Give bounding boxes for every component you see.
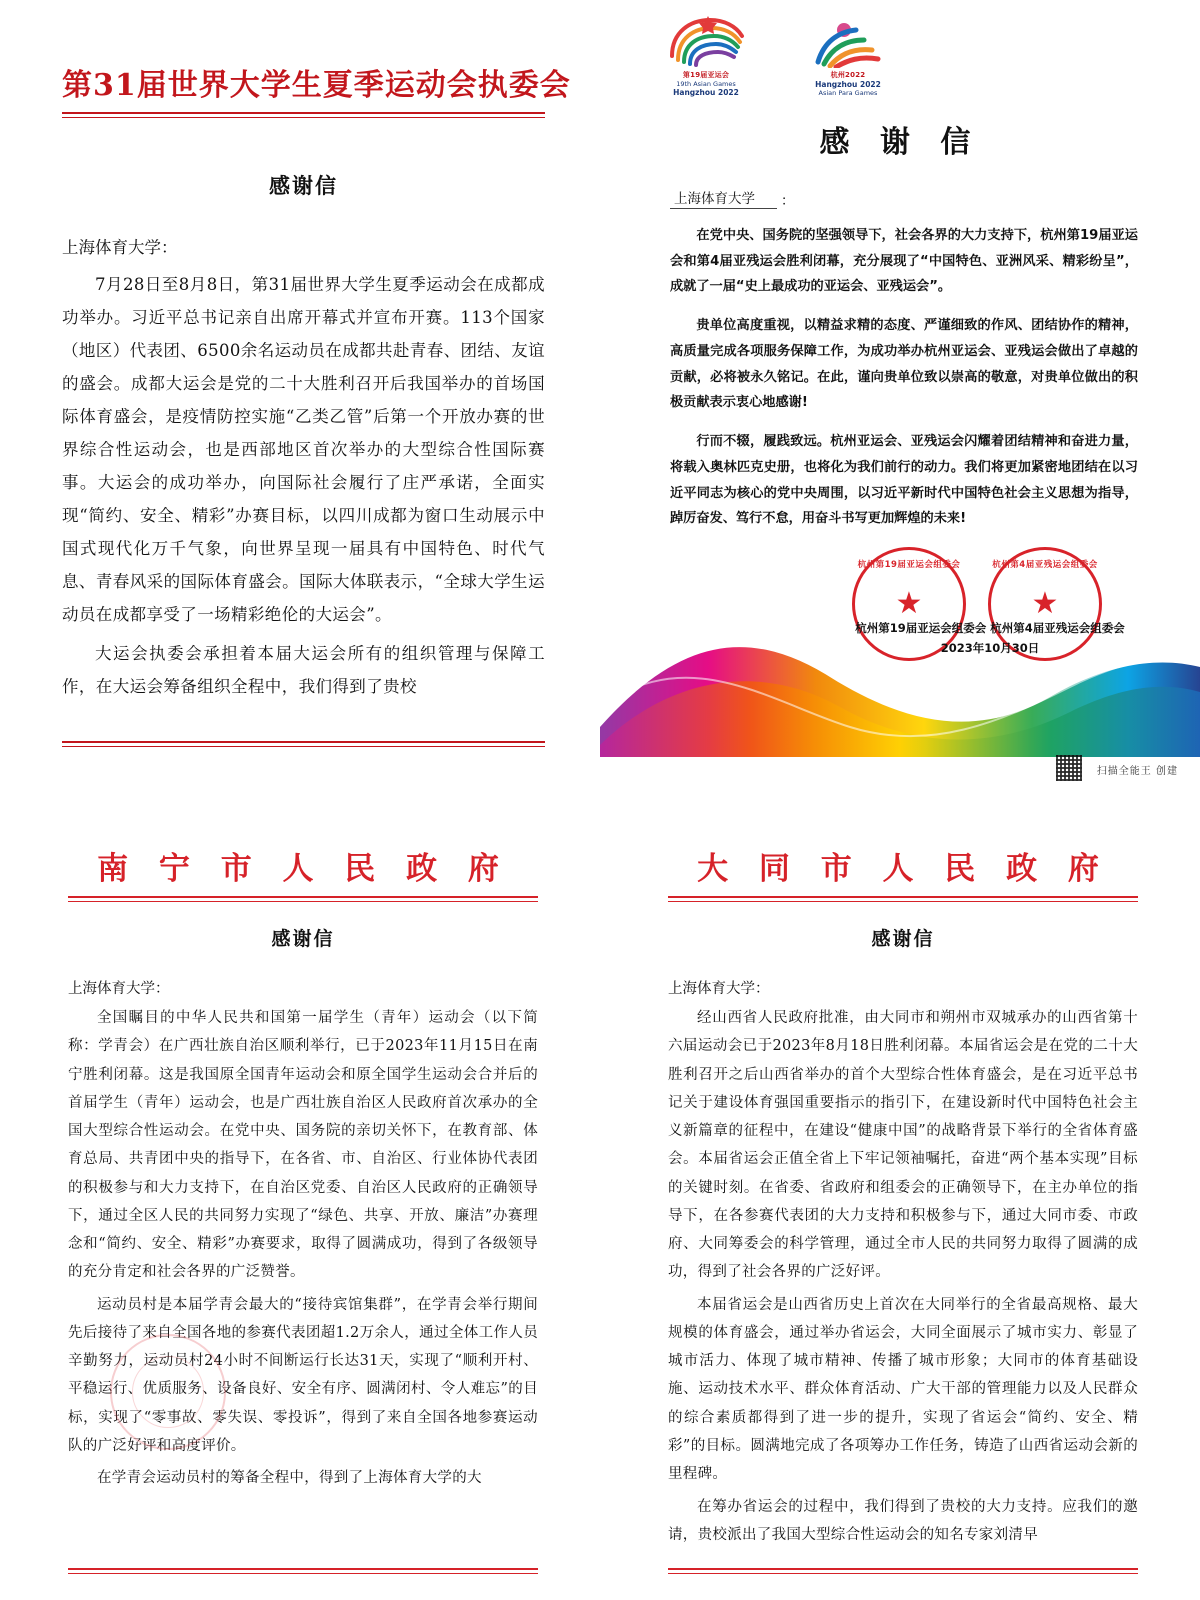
para-games-caption-cn: 杭州2022 bbox=[830, 71, 866, 79]
letterhead-divider bbox=[68, 896, 538, 902]
letter-hangzhou-asian-games bbox=[600, 0, 1200, 795]
body-paragraph: 行而不辍，履践致远。杭州亚运会、亚残运会闪耀着团结精神和奋进力量，将载入奥林匹克史册，也将化为我们前行的动力。我们将更加紧密地团结在以习近平同志为核心的党中央周围，以习近平新时代中国特色社会主义思想为指导，踔厉奋发、笃行不怠，用奋斗书写更加辉煌的未来! bbox=[670, 434, 1138, 527]
letterhead-title: 南 宁 市 人 民 政 府 bbox=[97, 851, 509, 887]
body-paragraph: 运动员村是本届学青会最大的“接待宾馆集群”，在学青会举行期间先后接待了来自全国各地的参赛代表团超1.2万余人，通过全体工作人员辛勤努力，运动员村24小时不间断运行长达31天，实现了“顺利开村、平稳运行、优质服务、设备良好、安全有序、圆满闭村、令人难忘”的目标，实现了“零事故、零失误、零投诉”，得到了来自全国各地参赛运动队的广泛好评和高度评价。 bbox=[68, 1296, 538, 1454]
letterhead-title: 大 同 市 人 民 政 府 bbox=[697, 851, 1109, 887]
star-icon: ★ bbox=[1031, 586, 1059, 622]
document-title: 感谢信 bbox=[271, 928, 335, 950]
letter-nanning-government bbox=[0, 795, 600, 1600]
signature-organizations: 杭州第19届亚运会组委会 杭州第4届亚残运会组委会 bbox=[855, 621, 1125, 636]
addressee-colon: ： bbox=[781, 193, 795, 209]
addressee-row bbox=[670, 187, 1138, 209]
letterhead-divider bbox=[62, 112, 545, 118]
body-paragraph: 大运会执委会承担着本届大运会所有的组织管理与保障工作，在大运会筹备组织全程中，我们得到了贵校 bbox=[62, 644, 545, 696]
body-paragraph: 本届省运会是山西省历史上首次在大同举行的全省最高规格、最大规模的体育盛会，通过举办省运会，大同全面展示了城市实力、彰显了城市活力、体现了城市精神、传播了城市形象；大同市的体育基础设施、运动技术水平、群众体育活动、广大干部的管理能力以及人民群众的综合素质都得到了进一步的提升，实现了省运会“简约、安全、精彩”的目标。圆满地完成了各项筹办工作任务，铸造了山西省运动会新的里程碑。 bbox=[668, 1296, 1138, 1483]
asian-games-caption-cn: 第19届亚运会 bbox=[682, 71, 730, 79]
qr-code-icon bbox=[1056, 755, 1082, 781]
asian-games-caption-city: Hangzhou 2022 bbox=[673, 88, 739, 97]
signature-date: 2023年10月30日 bbox=[940, 640, 1040, 655]
star-icon: ★ bbox=[895, 586, 923, 622]
letter-body bbox=[600, 187, 1200, 665]
hangzhou-asian-games-emblem-icon bbox=[648, 14, 764, 68]
seal-text-top: 杭州第4届亚残运会组委会 bbox=[992, 560, 1098, 571]
decorative-ribbon-graphic bbox=[600, 607, 1200, 757]
scan-app-label: 扫描全能王 创建 bbox=[1096, 766, 1178, 777]
para-games-caption-en: Hangzhou 2022 bbox=[815, 80, 881, 89]
asian-para-games-logo-block bbox=[790, 14, 906, 97]
body-paragraph: 7月28日至8月8日，第31届世界大学生夏季运动会在成都成功举办。习近平总书记亲自出席开幕式并宣布开赛。113个国家（地区）代表团、6500余名运动员在成都共赴青春、团结、友谊的盛会。成都大运会是党的二十大胜利召开后我国举办的首场国际体育盛会，是疫情防控实施“乙类乙管”后第一个开放办赛的世界综合性运动会，也是西部地区首次举办的大型综合性国际赛事。大运会的成功举办，向国际社会履行了庄严承诺，全面实现“简约、安全、精彩”办赛目标，以四川成都为窗口生动展示中国式现代化万千气象，向世界呈现一届具有中国特色、时代气息、青春风采的国际体育盛会。国际大体联表示，“全球大学生运动员在成都享受了一场精彩绝伦的大运会”。 bbox=[62, 275, 545, 624]
letter-chengdu-universiade bbox=[0, 0, 600, 795]
letterhead-title: 第31届世界大学生夏季运动会执委会 bbox=[62, 68, 571, 103]
emblem-row bbox=[600, 0, 1200, 97]
addressee: 上海体育大学： bbox=[68, 981, 170, 997]
asian-games-caption-en: 19th Asian Games bbox=[676, 80, 736, 88]
footer-divider bbox=[68, 1568, 538, 1574]
letterhead-divider bbox=[668, 896, 1138, 902]
document-title: 感谢信 bbox=[269, 173, 338, 198]
footer-divider bbox=[62, 741, 545, 747]
seal-text-top: 杭州第19届亚运会组委会 bbox=[857, 560, 961, 571]
body-paragraph: 在筹办省运会的过程中，我们得到了贵校的大力支持。应我们的邀请，贵校派出了我国大型综合性运动会的知名专家刘清早 bbox=[668, 1498, 1138, 1543]
addressee: 上海体育大学： bbox=[668, 981, 770, 997]
body-paragraph: 经山西省人民政府批准，由大同市和朔州市双城承办的山西省第十六届运动会已于2023年8月18日胜利闭幕。本届省运会是在党的二十大胜利召开之后山西省举办的首个大型综合性体育盛会，是在习近平总书记关于建设体育强国重要指示的指引下，在建设新时代中国特色社会主义新篇章的征程中，在建设“健康中国”的战略背景下举行的全省体育盛会。本届省运会正值全省上下牢记领袖嘱托，奋进“两个基本实现”目标的关键时刻。在省委、省政府和组委会的正确领导下，在主办单位的指导下，在各参赛代表团的大力支持和积极参与下，通过大同市委、市政府、大同筹委会的科学管理，通过全市人民的共同努力取得了圆满的成功，得到了社会各界的广泛好评。 bbox=[668, 1010, 1138, 1281]
body-paragraph: 贵单位高度重视，以精益求精的态度、严谨细致的作风、团结协作的精神，高质量完成各项服务保障工作，为成功举办杭州亚运会、亚残运会做出了卓越的贡献，必将被永久铭记。在此，谨向贵单位致以崇高的敬意，对贵单位做出的积极贡献表示衷心地感谢! bbox=[670, 318, 1138, 411]
letter-datong-government bbox=[600, 795, 1200, 1600]
para-games-caption-city: Asian Para Games bbox=[818, 89, 878, 97]
addressee: 上海体育大学： bbox=[62, 238, 178, 257]
body-paragraph: 全国瞩目的中华人民共和国第一届学生（青年）运动会（以下简称：学青会）在广西壮族自治区顺利举行，已于2023年11月15日在南宁胜利闭幕。这是我国原全国青年运动会和原全国学生运动会合并后的首届学生（青年）运动会，也是广西壮族自治区人民政府首次承办的全国大型综合性运动会。在党中央、国务院的亲切关怀下，在教育部、体育总局、共青团中央的指导下，在各省、市、自治区、行业体协代表团的积极参与和大力支持下，在自治区党委、自治区人民政府的正确领导下，通过全区人民的共同努力实现了“绿色、共享、开放、廉洁”办赛理念和“简约、安全、精彩”办赛要求，取得了圆满成功，得到了各级领导的充分肯定和社会各界的广泛赞誉。 bbox=[68, 1010, 538, 1281]
hangzhou-asian-para-games-emblem-icon bbox=[790, 14, 906, 68]
document-title: 感谢信 bbox=[871, 928, 935, 950]
document-title: 感 谢 信 bbox=[819, 125, 981, 160]
body-paragraph: 在党中央、国务院的坚强领导下，社会各界的大力支持下，杭州第19届亚运会和第4届亚残运会胜利闭幕，充分展现了“中国特色、亚洲风采、精彩纷呈”，成就了一届“史上最成功的亚运会、亚残运会”。 bbox=[670, 228, 1138, 295]
footer-divider bbox=[668, 1568, 1138, 1574]
body-paragraph: 在学青会运动员村的筹备全程中，得到了上海体育大学的大 bbox=[97, 1470, 482, 1487]
asian-games-logo-block bbox=[648, 14, 764, 97]
addressee: 上海体育大学 bbox=[670, 187, 777, 209]
